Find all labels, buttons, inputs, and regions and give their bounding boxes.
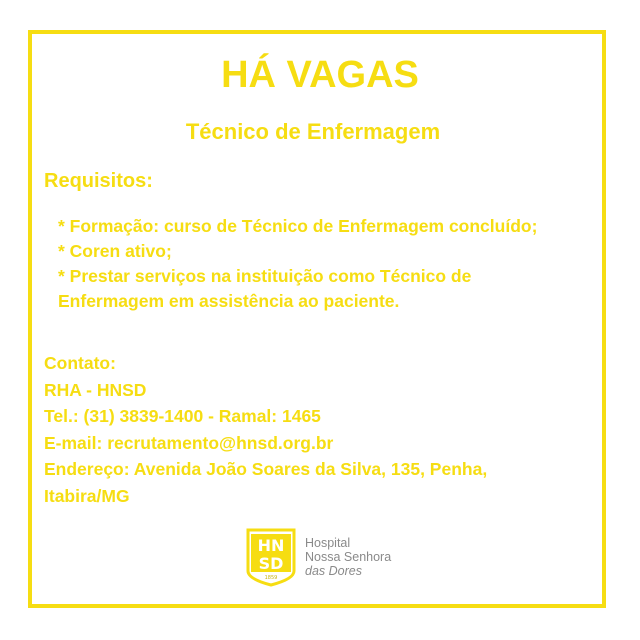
- page-title: HÁ VAGAS: [221, 54, 419, 96]
- hospital-name-line3: das Dores: [305, 564, 362, 578]
- hospital-name-line2: Nossa Senhora: [305, 550, 392, 564]
- requirements-label: Requisitos:: [44, 170, 153, 192]
- logo-mark-line2: SD: [258, 554, 284, 573]
- requirement-item: * Formação: curso de Técnico de Enfermagem concluído;: [58, 216, 538, 236]
- logo-mark-line1: HN: [257, 536, 285, 555]
- job-title: Técnico de Enfermagem: [185, 119, 441, 144]
- requirement-item: * Prestar serviços na instituição como Técnico de: [58, 266, 472, 286]
- contact-block: [44, 350, 604, 509]
- requirements-list: [58, 214, 598, 314]
- hospital-logo-icon: [245, 527, 297, 587]
- contact-phone: Tel.: (31) 3839-1400 - Ramal: 1465: [44, 406, 321, 426]
- logo-year: 1859: [264, 575, 278, 581]
- contact-label: Contato:: [44, 353, 116, 373]
- contact-address-line1: Endereço: Avenida João Soares da Silva, 135, Penha,: [44, 459, 488, 479]
- requirement-item: * Coren ativo;: [58, 241, 172, 261]
- hospital-name-line1: Hospital: [305, 536, 351, 550]
- hospital-name: [305, 536, 391, 578]
- hospital-logo: [245, 527, 391, 587]
- contact-email: E-mail: recrutamento@hnsd.org.br: [44, 432, 334, 453]
- requirement-item: Enfermagem em assistência ao paciente.: [58, 291, 400, 311]
- border-frame: [28, 30, 606, 608]
- contact-dept: RHA - HNSD: [44, 379, 147, 400]
- contact-address-line2: Itabira/MG: [44, 485, 130, 506]
